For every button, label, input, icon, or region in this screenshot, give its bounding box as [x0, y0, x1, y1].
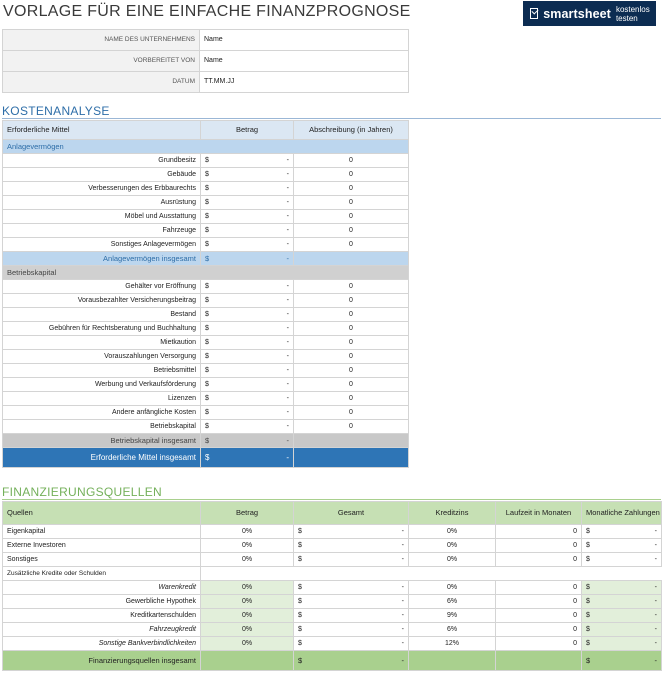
interest-cell[interactable]: 0% [409, 525, 496, 539]
depreciation-cell[interactable]: 0 [294, 392, 409, 406]
amount-value: - [286, 367, 289, 374]
amount-cell[interactable] [201, 238, 294, 252]
depreciation-cell[interactable]: 0 [294, 168, 409, 182]
finanz-total-amount[interactable] [294, 651, 409, 671]
kosten-row [3, 280, 409, 294]
monthly-payment-cell[interactable] [582, 553, 662, 567]
share-cell[interactable]: 0% [201, 637, 294, 651]
empty-cell [201, 651, 294, 671]
currency-symbol: $ [586, 598, 590, 605]
currency-symbol: $ [586, 584, 590, 591]
depreciation-cell[interactable]: 0 [294, 210, 409, 224]
amount-value: - [654, 556, 657, 563]
finanz-row [3, 539, 662, 553]
group-label: Anlagevermögen [3, 140, 409, 154]
interest-cell[interactable]: 0% [409, 553, 496, 567]
loan-label: Warenkredit [3, 581, 201, 595]
currency-symbol: $ [586, 640, 590, 647]
subtotal-row-betrieb [3, 434, 409, 448]
amount-value: - [286, 227, 289, 234]
amount-value: - [286, 241, 289, 248]
smartsheet-banner[interactable] [523, 1, 656, 26]
info-label: NAME DES UNTERNEHMENS [3, 30, 200, 51]
total-cell[interactable] [294, 525, 409, 539]
currency-symbol: $ [298, 598, 302, 605]
row-label: Sonstiges Anlagevermögen [3, 238, 201, 252]
currency-symbol: $ [205, 339, 209, 346]
amount-value: - [286, 311, 289, 318]
row-label: Gehälter vor Eröffnung [3, 280, 201, 294]
currency-symbol: $ [205, 453, 210, 462]
amount-value: - [401, 542, 404, 549]
kosten-row [3, 392, 409, 406]
depreciation-cell[interactable]: 0 [294, 238, 409, 252]
amount-cell[interactable] [201, 280, 294, 294]
currency-symbol: $ [205, 423, 209, 430]
currency-symbol: $ [205, 185, 209, 192]
amount-value: - [286, 254, 289, 263]
monthly-payment-cell[interactable] [582, 623, 662, 637]
currency-symbol: $ [205, 227, 209, 234]
row-label: Fahrzeuge [3, 224, 201, 238]
loan-label: Sonstige Bankverbindlichkeiten [3, 637, 201, 651]
subtotal-amount[interactable] [201, 252, 294, 266]
term-cell[interactable]: 0 [496, 581, 582, 595]
subtotal-row-anlage [3, 252, 409, 266]
finanz-row [3, 525, 662, 539]
amount-cell[interactable] [201, 322, 294, 336]
empty-cell [294, 567, 409, 581]
total-cell[interactable] [294, 623, 409, 637]
currency-symbol: $ [586, 528, 590, 535]
amount-cell[interactable] [201, 350, 294, 364]
depreciation-cell[interactable]: 0 [294, 294, 409, 308]
grand-total-row [3, 448, 409, 468]
total-cell[interactable] [294, 581, 409, 595]
share-cell[interactable]: 0% [201, 525, 294, 539]
total-cell[interactable] [294, 595, 409, 609]
amount-value: - [286, 423, 289, 430]
row-label: Andere anfängliche Kosten [3, 406, 201, 420]
row-label: Vorauszahlungen Versorgung [3, 350, 201, 364]
currency-symbol: $ [298, 626, 302, 633]
currency-symbol: $ [205, 311, 209, 318]
amount-cell[interactable] [201, 378, 294, 392]
kosten-row [3, 238, 409, 252]
amount-value: - [286, 297, 289, 304]
amount-value: - [286, 436, 289, 445]
depreciation-cell[interactable]: 0 [294, 308, 409, 322]
finanz-header-cell: Laufzeit in Monaten [496, 502, 582, 525]
currency-symbol: $ [586, 626, 590, 633]
term-cell[interactable]: 0 [496, 539, 582, 553]
kosten-row [3, 364, 409, 378]
currency-symbol: $ [205, 199, 209, 206]
finanz-header-row [3, 502, 662, 525]
depreciation-cell[interactable]: 0 [294, 406, 409, 420]
monthly-payment-cell[interactable] [582, 609, 662, 623]
interest-cell[interactable]: 0% [409, 539, 496, 553]
currency-symbol: $ [298, 556, 302, 563]
kosten-row [3, 196, 409, 210]
currency-symbol: $ [205, 157, 209, 164]
currency-symbol: $ [586, 612, 590, 619]
amount-value: - [286, 339, 289, 346]
page-title: VORLAGE FÜR EINE EINFACHE FINANZPROGNOSE [3, 3, 411, 20]
amount-value: - [654, 542, 657, 549]
amount-value: - [401, 584, 404, 591]
term-cell[interactable]: 0 [496, 637, 582, 651]
currency-symbol: $ [205, 297, 209, 304]
currency-symbol: $ [298, 656, 303, 665]
empty-cell [582, 567, 662, 581]
share-cell[interactable]: 0% [201, 623, 294, 637]
monthly-payment-cell[interactable] [582, 581, 662, 595]
group-header-betrieb [3, 266, 409, 280]
loan-label: Fahrzeugkredit [3, 623, 201, 637]
grand-total-amount[interactable] [201, 448, 294, 468]
kosten-row [3, 350, 409, 364]
kosten-row [3, 210, 409, 224]
amount-value: - [654, 626, 657, 633]
amount-value: - [286, 199, 289, 206]
info-label: DATUM [3, 72, 200, 93]
currency-symbol: $ [205, 254, 210, 263]
info-row [3, 72, 409, 93]
finanz-section-title: FINANZIERUNGSQUELLEN [2, 485, 163, 499]
amount-cell[interactable] [201, 420, 294, 434]
depreciation-cell[interactable]: 0 [294, 224, 409, 238]
kosten-row [3, 378, 409, 392]
amount-value: - [286, 453, 289, 462]
currency-symbol: $ [205, 367, 209, 374]
amount-cell[interactable] [201, 224, 294, 238]
amount-value: - [286, 409, 289, 416]
kosten-row [3, 168, 409, 182]
depreciation-cell[interactable]: 0 [294, 350, 409, 364]
currency-symbol: $ [205, 381, 209, 388]
subtotal-empty [294, 252, 409, 266]
total-cell[interactable] [294, 553, 409, 567]
amount-cell[interactable] [201, 196, 294, 210]
finanz-total-monthly[interactable] [582, 651, 662, 671]
currency-symbol: $ [205, 283, 209, 290]
depreciation-cell[interactable]: 0 [294, 322, 409, 336]
currency-symbol: $ [586, 556, 590, 563]
amount-value: - [286, 157, 289, 164]
total-cell[interactable] [294, 539, 409, 553]
term-cell[interactable]: 0 [496, 525, 582, 539]
amount-value: - [286, 171, 289, 178]
amount-cell[interactable] [201, 210, 294, 224]
currency-symbol: $ [205, 436, 210, 445]
finanz-header-cell: Quellen [3, 502, 201, 525]
kosten-header-cell: Erforderliche Mittel [3, 121, 201, 140]
share-cell[interactable]: 0% [201, 595, 294, 609]
empty-cell [201, 567, 294, 581]
currency-symbol: $ [205, 409, 209, 416]
currency-symbol: $ [205, 353, 209, 360]
interest-cell[interactable]: 6% [409, 595, 496, 609]
share-cell[interactable]: 0% [201, 609, 294, 623]
amount-cell[interactable] [201, 392, 294, 406]
monthly-payment-cell[interactable] [582, 539, 662, 553]
monthly-payment-cell[interactable] [582, 525, 662, 539]
total-cell[interactable] [294, 637, 409, 651]
amount-value: - [401, 556, 404, 563]
subtotal-empty [294, 434, 409, 448]
info-row [3, 51, 409, 72]
depreciation-cell[interactable]: 0 [294, 336, 409, 350]
depreciation-cell[interactable]: 0 [294, 196, 409, 210]
finanz-divider [2, 499, 661, 500]
amount-cell[interactable] [201, 308, 294, 322]
currency-symbol: $ [205, 325, 209, 332]
kosten-row [3, 336, 409, 350]
finanz-header-cell: Kreditzins [409, 502, 496, 525]
amount-value: - [654, 584, 657, 591]
currency-symbol: $ [205, 241, 209, 248]
kosten-row [3, 182, 409, 196]
currency-symbol: $ [205, 395, 209, 402]
kosten-row [3, 294, 409, 308]
row-label: Bestand [3, 308, 201, 322]
empty-cell [496, 567, 582, 581]
amount-value: - [286, 353, 289, 360]
row-label: Verbesserungen des Erbbaurechts [3, 182, 201, 196]
amount-value: - [286, 185, 289, 192]
loans-heading: Zusätzliche Kredite oder Schulden [3, 567, 201, 581]
depreciation-cell[interactable]: 0 [294, 420, 409, 434]
total-cell[interactable] [294, 609, 409, 623]
amount-value: - [401, 528, 404, 535]
amount-cell[interactable] [201, 364, 294, 378]
amount-value: - [286, 213, 289, 220]
interest-cell[interactable]: 6% [409, 623, 496, 637]
kosten-row [3, 420, 409, 434]
currency-symbol: $ [298, 584, 302, 591]
currency-symbol: $ [298, 640, 302, 647]
share-cell[interactable]: 0% [201, 581, 294, 595]
kosten-row [3, 406, 409, 420]
finanz-row [3, 553, 662, 567]
group-header-anlage [3, 140, 409, 154]
grand-total-label: Erforderliche Mittel insgesamt [3, 448, 201, 468]
share-cell[interactable]: 0% [201, 539, 294, 553]
loan-row [3, 637, 662, 651]
row-label: Betriebskapital [3, 420, 201, 434]
term-cell[interactable]: 0 [496, 623, 582, 637]
kosten-row [3, 224, 409, 238]
row-label: Möbel und Ausstattung [3, 210, 201, 224]
interest-cell[interactable]: 0% [409, 581, 496, 595]
amount-cell[interactable] [201, 154, 294, 168]
kosten-row [3, 322, 409, 336]
depreciation-cell[interactable]: 0 [294, 182, 409, 196]
loan-label: Gewerbliche Hypothek [3, 595, 201, 609]
amount-value: - [286, 325, 289, 332]
source-label: Sonstiges [3, 553, 201, 567]
currency-symbol: $ [298, 542, 302, 549]
depreciation-cell[interactable]: 0 [294, 154, 409, 168]
amount-value: - [401, 612, 404, 619]
info-row [3, 30, 409, 51]
finanz-total-row [3, 651, 662, 671]
amount-cell[interactable] [201, 336, 294, 350]
amount-value: - [286, 395, 289, 402]
currency-symbol: $ [586, 656, 591, 665]
kosten-divider [2, 118, 661, 119]
row-label: Gebühren für Rechtsberatung und Buchhaltung [3, 322, 201, 336]
source-label: Externe Investoren [3, 539, 201, 553]
row-label: Gebäude [3, 168, 201, 182]
amount-value: - [654, 598, 657, 605]
kosten-row [3, 308, 409, 322]
finanz-header-cell: Gesamt [294, 502, 409, 525]
share-cell[interactable]: 0% [201, 553, 294, 567]
amount-cell[interactable] [201, 168, 294, 182]
depreciation-cell[interactable]: 0 [294, 378, 409, 392]
kosten-row [3, 154, 409, 168]
depreciation-cell[interactable]: 0 [294, 364, 409, 378]
info-value[interactable]: TT.MM.JJ [200, 72, 409, 93]
amount-cell[interactable] [201, 406, 294, 420]
banner-cta: kostenlos testen [615, 4, 650, 23]
row-label: Grundbesitz [3, 154, 201, 168]
currency-symbol: $ [205, 213, 209, 220]
empty-cell [409, 651, 496, 671]
row-label: Lizenzen [3, 392, 201, 406]
term-cell[interactable]: 0 [496, 595, 582, 609]
loan-row [3, 623, 662, 637]
loan-row [3, 609, 662, 623]
term-cell[interactable]: 0 [496, 609, 582, 623]
company-info-table [2, 29, 409, 93]
subtotal-label: Betriebskapital insgesamt [3, 434, 201, 448]
row-label: Werbung und Verkaufsförderung [3, 378, 201, 392]
amount-value: - [401, 598, 404, 605]
grand-total-empty [294, 448, 409, 468]
amount-value: - [654, 656, 657, 665]
loans-heading-row [3, 567, 662, 581]
amount-value: - [654, 528, 657, 535]
group-label: Betriebskapital [3, 266, 409, 280]
row-label: Ausrüstung [3, 196, 201, 210]
empty-cell [409, 567, 496, 581]
depreciation-cell[interactable]: 0 [294, 280, 409, 294]
amount-value: - [654, 640, 657, 647]
amount-cell[interactable] [201, 294, 294, 308]
monthly-payment-cell[interactable] [582, 595, 662, 609]
amount-value: - [401, 656, 404, 665]
source-label: Eigenkapital [3, 525, 201, 539]
amount-value: - [654, 612, 657, 619]
currency-symbol: $ [298, 612, 302, 619]
amount-value: - [286, 283, 289, 290]
amount-value: - [286, 381, 289, 388]
kosten-table [2, 120, 409, 468]
amount-value: - [401, 640, 404, 647]
kosten-header-row [3, 121, 409, 140]
kosten-section-title: KOSTENANALYSE [2, 104, 110, 118]
currency-symbol: $ [205, 171, 209, 178]
subtotal-amount[interactable] [201, 434, 294, 448]
smartsheet-check-icon [530, 8, 538, 19]
loan-row [3, 581, 662, 595]
finanz-table [2, 501, 662, 671]
finanz-total-label: Finanzierungsquellen insgesamt [3, 651, 201, 671]
interest-cell[interactable]: 9% [409, 609, 496, 623]
row-label: Mietkaution [3, 336, 201, 350]
finanz-header-cell: Betrag [201, 502, 294, 525]
amount-cell[interactable] [201, 182, 294, 196]
row-label: Betriebsmittel [3, 364, 201, 378]
info-label: VORBEREITET VON [3, 51, 200, 72]
kosten-header-cell: Betrag [201, 121, 294, 140]
empty-cell [496, 651, 582, 671]
loan-label: Kreditkartenschulden [3, 609, 201, 623]
finanz-header-cell: Monatliche Zahlungen [582, 502, 662, 525]
row-label: Vorausbezahlter Versicherungsbeitrag [3, 294, 201, 308]
info-value[interactable]: Name [200, 51, 409, 72]
term-cell[interactable]: 0 [496, 553, 582, 567]
currency-symbol: $ [298, 528, 302, 535]
interest-cell[interactable]: 12% [409, 637, 496, 651]
loan-row [3, 595, 662, 609]
info-value[interactable]: Name [200, 30, 409, 51]
subtotal-label: Anlagevermögen insgesamt [3, 252, 201, 266]
monthly-payment-cell[interactable] [582, 637, 662, 651]
kosten-header-cell: Abschreibung (in Jahren) [294, 121, 409, 140]
banner-brand: smartsheet [543, 6, 611, 21]
currency-symbol: $ [586, 542, 590, 549]
amount-value: - [401, 626, 404, 633]
